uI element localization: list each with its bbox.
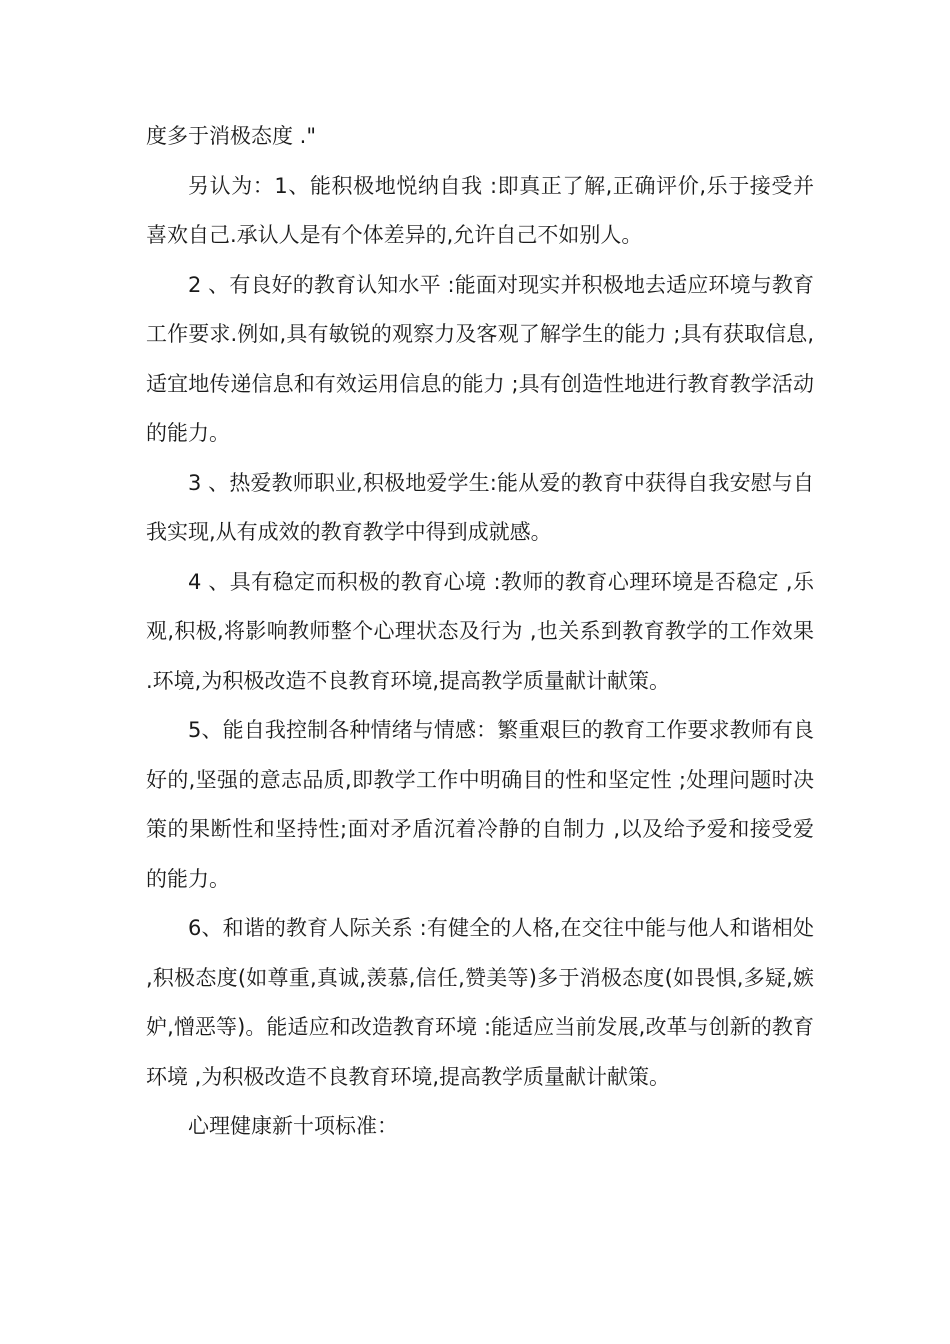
paragraph-continuation: 度多于消极态度 ."	[146, 124, 317, 148]
paragraph-point-6: 6、和谐的教育人际关系 :有健全的人格,在交往中能与他人和谐相处 ,积极态度(如尊重,真诚,羡慕,信任,赞美等)多于消极态度(如畏惧,多疑,嫉妒,憎恶等)。能适应和改造教育环境 :能适应当前发展,改革与创新的教育环境 ,为积极改造不良教育环境,提高教学质量献计献策。	[146, 916, 814, 1089]
paragraph-point-5: 5、能自我控制各种情绪与情感：繁重艰巨的教育工作要求教师有良好的,坚强的意志品质,即教学工作中明确目的性和坚定性 ;处理问题时决策的果断性和坚持性;面对矛盾沉着冷静的自制力 ,以及给予爱和接受爱的能力。	[146, 718, 814, 891]
paragraph-intro-point-1: 另认为：1、能积极地悦纳自我 :即真正了解,正确评价,乐于接受并喜欢自己.承认人是有个体差异的,允许自己不如别人。	[146, 173, 814, 247]
paragraph-point-2: 2 、有良好的教育认知水平 :能面对现实并积极地去适应环境与教育工作要求.例如,具有敏锐的观察力及客观了解学生的能力 ;具有获取信息,适宜地传递信息和有效运用信息的能力 ;具有创造性地进行教育教学活动的能力。	[146, 272, 814, 445]
paragraph-point-4: 4 、具有稳定而积极的教育心境 :教师的教育心理环境是否稳定 ,乐观,积极,将影响教师整个心理状态及行为 ,也关系到教育教学的工作效果 .环境,为积极改造不良教育环境,提高教学质量献计献策。	[146, 569, 814, 693]
document-body	[146, 112, 814, 1152]
section-heading-new-ten-standards: 心理健康新十项标准：	[188, 1114, 398, 1138]
paragraph-point-3: 3 、热爱教师职业,积极地爱学生:能从爱的教育中获得自我安慰与自我实现,从有成效的教育教学中得到成就感。	[146, 470, 814, 544]
